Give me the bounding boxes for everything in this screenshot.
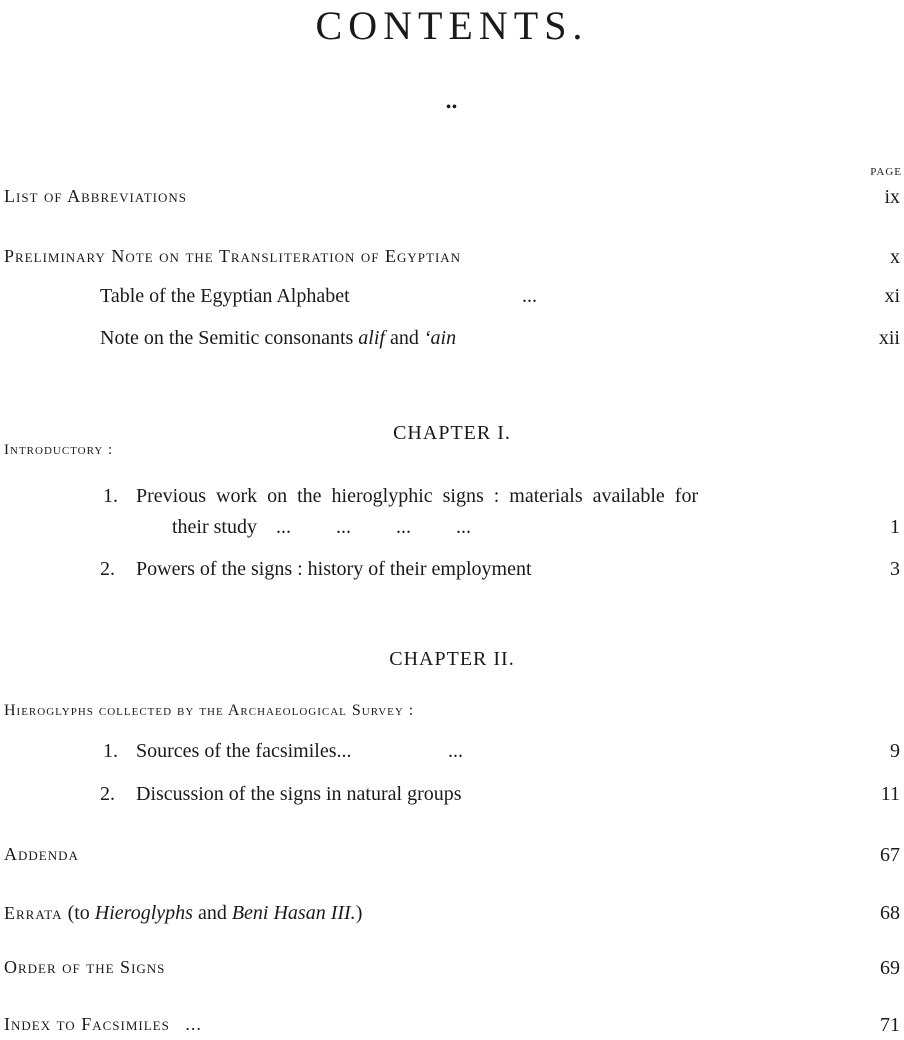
toc-item-number: 2. bbox=[100, 558, 115, 580]
toc-leader-dots: ... ... ... ... bbox=[276, 516, 471, 538]
toc-entry-order-of-signs[interactable]: Order of the Signs bbox=[4, 957, 166, 977]
errata-paren: (to bbox=[67, 902, 90, 924]
page-title: CONTENTS. bbox=[315, 3, 589, 48]
toc-leader-dots: ... bbox=[448, 740, 463, 762]
toc-item-number: 1. bbox=[103, 740, 118, 762]
toc-entry-errata[interactable] bbox=[4, 902, 362, 925]
toc-entry-alphabet-table[interactable]: Table of the Egyptian Alphabet bbox=[100, 285, 350, 307]
toc-entry-abbreviations[interactable]: List of Abbreviations bbox=[4, 186, 188, 206]
toc-item-number: 1. bbox=[103, 485, 118, 507]
toc-page-errata: 68 bbox=[880, 902, 900, 924]
toc-page-abbreviations: ix bbox=[884, 186, 900, 208]
toc-page-sources: 9 bbox=[890, 740, 900, 762]
toc-entry-powers[interactable]: Powers of the signs : history of their employment bbox=[136, 558, 532, 580]
errata-hieroglyphs: Hieroglyphs bbox=[94, 902, 193, 924]
previous-work-line2: their study bbox=[172, 516, 257, 538]
toc-page-semitic-note: xii bbox=[878, 327, 900, 349]
toc-entry-index[interactable] bbox=[4, 1014, 202, 1035]
toc-page-index: 71 bbox=[880, 1014, 900, 1036]
toc-leader-dots: ... bbox=[522, 285, 537, 307]
semitic-note-text: Note on the Semitic consonants bbox=[100, 327, 354, 349]
toc-section-hieroglyphs[interactable]: Hieroglyphs collected by the Archaeological Survey : bbox=[4, 702, 415, 719]
toc-item-number: 2. bbox=[100, 783, 115, 805]
toc-page-preliminary-note: x bbox=[890, 246, 900, 268]
toc-section-introductory[interactable]: Introductory : bbox=[4, 442, 114, 458]
errata-close: ) bbox=[355, 902, 363, 924]
errata-beni-hasan: Beni Hasan III. bbox=[231, 902, 356, 924]
toc-entry-discussion[interactable]: Discussion of the signs in natural groups bbox=[136, 783, 462, 805]
toc-entry-sources[interactable]: Sources of the facsimiles... bbox=[136, 740, 352, 762]
page-column-label: PAGE bbox=[870, 166, 902, 178]
toc-page-powers: 3 bbox=[890, 558, 900, 580]
errata-and: and bbox=[197, 902, 227, 924]
toc-entry-previous-work[interactable]: Previous work on the hieroglyphic signs : materials available for bbox=[136, 485, 699, 507]
toc-page-previous-work: 1 bbox=[890, 516, 900, 538]
toc-entry-semitic-note[interactable] bbox=[100, 327, 456, 350]
toc-page-order-of-signs: 69 bbox=[880, 957, 900, 979]
toc-entry-previous-work-cont[interactable] bbox=[172, 516, 471, 539]
chapter-two-heading: CHAPTER II. bbox=[389, 648, 515, 670]
index-label: Index to Facsimiles bbox=[4, 1014, 170, 1034]
toc-leader-dots: ... bbox=[185, 1014, 202, 1034]
ornament-dots: •• bbox=[446, 100, 458, 115]
alif-word: alif bbox=[358, 327, 385, 349]
and-word: and bbox=[389, 327, 419, 349]
toc-entry-preliminary-note[interactable]: Preliminary Note on the Transliteration of Egyptian bbox=[4, 246, 462, 266]
toc-page-discussion: 11 bbox=[880, 783, 900, 805]
toc-page-addenda: 67 bbox=[880, 844, 900, 866]
ain-word: ‘ain bbox=[423, 327, 457, 349]
chapter-one-heading: CHAPTER I. bbox=[393, 422, 511, 444]
toc-page-alphabet-table: xi bbox=[884, 285, 900, 307]
errata-label: Errata bbox=[4, 903, 63, 923]
toc-entry-addenda[interactable]: Addenda bbox=[4, 844, 79, 864]
